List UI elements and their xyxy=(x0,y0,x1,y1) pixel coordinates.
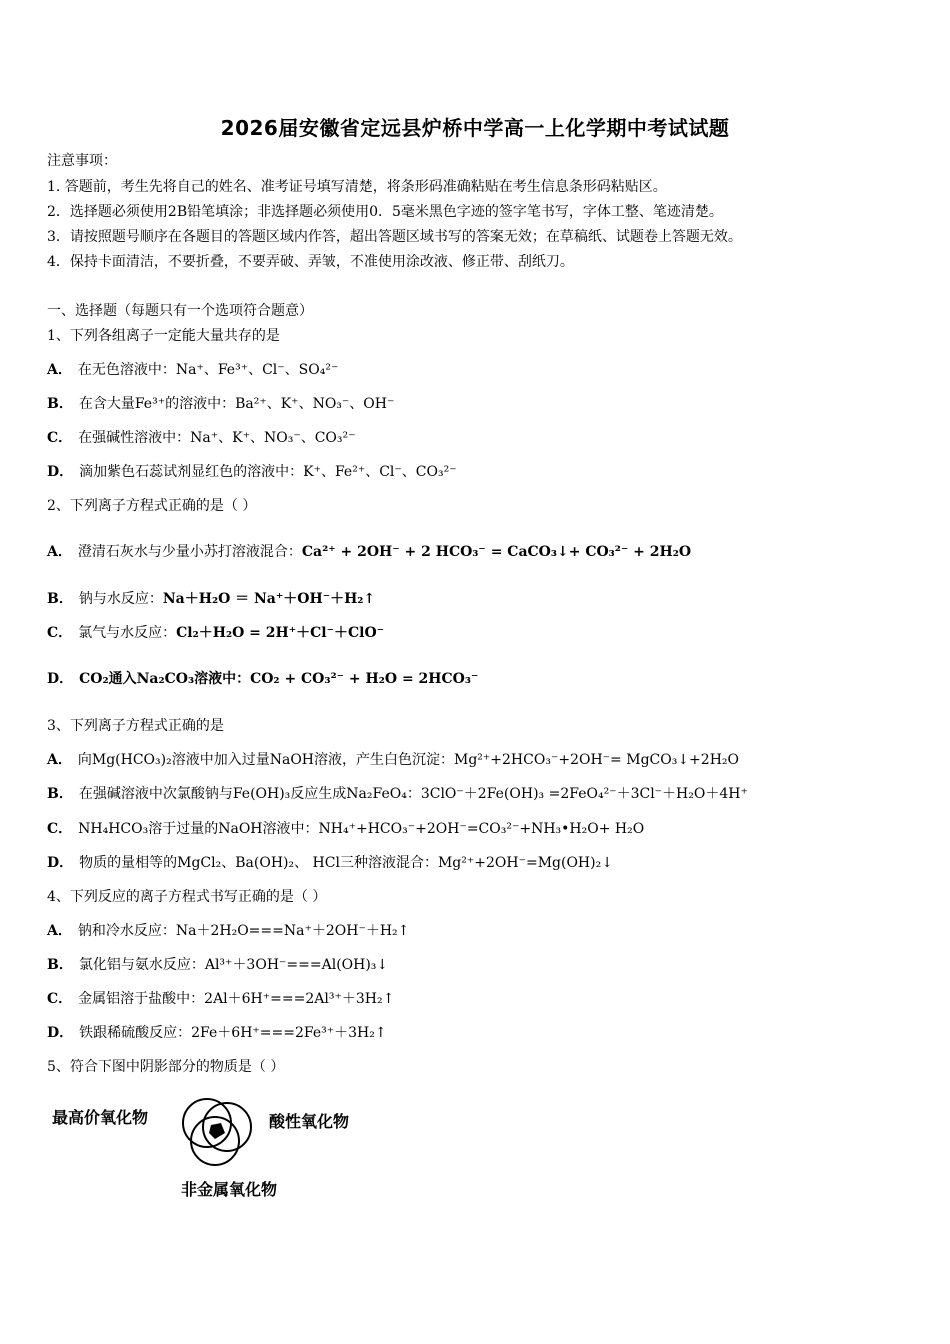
question-4-option-b xyxy=(47,956,388,974)
option-text: 在强碱溶液中次氯酸钠与Fe(OH)₃反应生成Na₂FeO₄：3ClO⁻＋2Fe(OH)₃ =2FeO₄²⁻＋3Cl⁻＋H₂O＋4H⁺ xyxy=(78,786,748,802)
option-equation: Ca²⁺ + 2OH⁻ + 2 HCO₃⁻ = CaCO₃↓+ CO₃²⁻ + 2H₂O xyxy=(301,544,692,560)
question-4-option-a xyxy=(47,922,409,940)
option-label: C． xyxy=(47,430,73,446)
question-2-stem: 2、下列离子方程式正确的是（ ） xyxy=(47,498,257,514)
venn-shaded-region xyxy=(209,1123,225,1139)
option-text: 钠与水反应： xyxy=(78,591,163,607)
option-text: 钠和冷水反应：Na＋2H₂O===Na⁺＋2OH⁻＋H₂↑ xyxy=(77,923,410,939)
option-text: 向Mg(HCO₃)₂溶液中加入过量NaOH溶液，产生白色沉淀：Mg²⁺+2HCO₃⁻+2OH⁻= MgCO₃↓+2H₂O xyxy=(77,752,739,768)
venn-label-bottom: 非金属氧化物 xyxy=(181,1180,278,1199)
option-text: NH₄HCO₃溶于过量的NaOH溶液中：NH₄⁺+HCO₃⁻+2OH⁻=CO₃²⁻+NH₃•H₂O+ H₂O xyxy=(78,821,645,837)
question-2-option-d xyxy=(47,670,478,688)
option-label: B． xyxy=(47,786,73,802)
question-1-option-a xyxy=(47,361,338,379)
option-text: 氯气与水反应： xyxy=(78,625,177,641)
question-3-option-c xyxy=(47,820,644,838)
venn-circles xyxy=(175,1095,265,1170)
question-3-option-d xyxy=(47,854,613,872)
option-label: A． xyxy=(47,544,72,560)
section-heading: 一、选择题（每题只有一个选项符合题意） xyxy=(47,303,313,319)
notice-item-2: 2．选择题必须使用2B铅笔填涂；非选择题必须使用0．5毫米黑色字迹的签字笔书写，字体工整、笔迹清楚。 xyxy=(47,204,723,220)
option-equation: CO₂ + CO₃²⁻ + H₂O = 2HCO₃⁻ xyxy=(250,671,479,687)
page-title: 2026届安徽省定远县炉桥中学高一上化学期中考试试题 xyxy=(220,116,730,140)
question-3-stem: 3、下列离子方程式正确的是 xyxy=(47,718,224,734)
option-text: 滴加紫色石蕊试剂显红色的溶液中：K⁺、Fe²⁺、Cl⁻、CO₃²⁻ xyxy=(79,464,457,480)
option-text: 氯化铝与氨水反应：Al³⁺＋3OH⁻===Al(OH)₃↓ xyxy=(78,957,389,973)
question-2-option-b xyxy=(47,590,375,608)
option-label: D． xyxy=(47,1025,74,1041)
option-text: 在含大量Fe³⁺的溶液中：Ba²⁺、K⁺、NO₃⁻、OH⁻ xyxy=(78,396,395,412)
option-text: 金属铝溶于盐酸中：2Al＋6H⁺===2Al³⁺＋3H₂↑ xyxy=(78,991,395,1007)
option-label: D． xyxy=(47,671,74,687)
question-1-stem: 1、下列各组离子一定能大量共存的是 xyxy=(47,328,280,344)
option-label: A． xyxy=(47,923,72,939)
question-5-stem: 5、符合下图中阴影部分的物质是（ ） xyxy=(47,1059,285,1075)
question-4-option-d xyxy=(47,1024,387,1042)
option-label: C． xyxy=(47,625,73,641)
question-3-option-b xyxy=(47,785,748,803)
question-2-option-a xyxy=(47,543,691,561)
option-label: D． xyxy=(47,464,74,480)
option-label: B． xyxy=(47,591,73,607)
option-label: C． xyxy=(47,821,73,837)
notice-item-4: 4．保持卡面清洁，不要折叠，不要弄破、弄皱，不准使用涂改液、修正带、刮纸刀。 xyxy=(47,254,574,270)
option-text: 在强碱性溶液中：Na⁺、K⁺、NO₃⁻、CO₃²⁻ xyxy=(78,430,356,446)
question-1-option-d xyxy=(47,463,457,481)
option-label: A． xyxy=(47,752,72,768)
option-label: B． xyxy=(47,396,73,412)
notice-heading: 注意事项： xyxy=(47,153,117,169)
option-text: 铁跟稀硫酸反应：2Fe＋6H⁺===2Fe³⁺＋3H₂↑ xyxy=(79,1025,387,1041)
option-text: CO₂通入Na₂CO₃溶液中： xyxy=(79,671,251,687)
venn-diagram xyxy=(45,1095,385,1205)
question-4-option-c xyxy=(47,990,394,1008)
venn-circle-bottom xyxy=(191,1117,239,1165)
option-text: 物质的量相等的MgCl₂、Ba(OH)₂、 HCl三种溶液混合：Mg²⁺+2OH⁻=Mg(OH)₂↓ xyxy=(79,855,613,871)
question-2-option-c xyxy=(47,624,384,642)
question-3-option-a xyxy=(47,751,739,769)
option-text: 在无色溶液中：Na⁺、Fe³⁺、Cl⁻、SO₄²⁻ xyxy=(77,362,339,378)
option-label: C． xyxy=(47,991,73,1007)
option-text: 澄清石灰水与少量小苏打溶液混合： xyxy=(77,544,302,560)
option-equation: Na＋H₂O ＝ Na⁺＋OH⁻＋H₂↑ xyxy=(162,591,376,607)
venn-label-left: 最高价氧化物 xyxy=(52,1108,149,1127)
question-4-stem: 4、下列反应的离子方程式书写正确的是（ ） xyxy=(47,889,327,905)
option-label: D． xyxy=(47,855,74,871)
option-equation: Cl₂＋H₂O = 2H⁺＋Cl⁻＋ClO⁻ xyxy=(176,625,385,641)
notice-item-3: 3．请按照题号顺序在各题目的答题区域内作答，超出答题区域书写的答案无效；在草稿纸、试题卷上答题无效。 xyxy=(47,229,742,245)
question-1-option-b xyxy=(47,395,394,413)
option-label: B． xyxy=(47,957,73,973)
venn-label-right: 酸性氧化物 xyxy=(269,1112,350,1131)
notice-item-1: 1. 答题前，考生先将自己的姓名、准考证号填写清楚，将条形码准确粘贴在考生信息条形码粘贴区。 xyxy=(47,179,667,195)
question-1-option-c xyxy=(47,429,356,447)
option-label: A． xyxy=(47,362,72,378)
